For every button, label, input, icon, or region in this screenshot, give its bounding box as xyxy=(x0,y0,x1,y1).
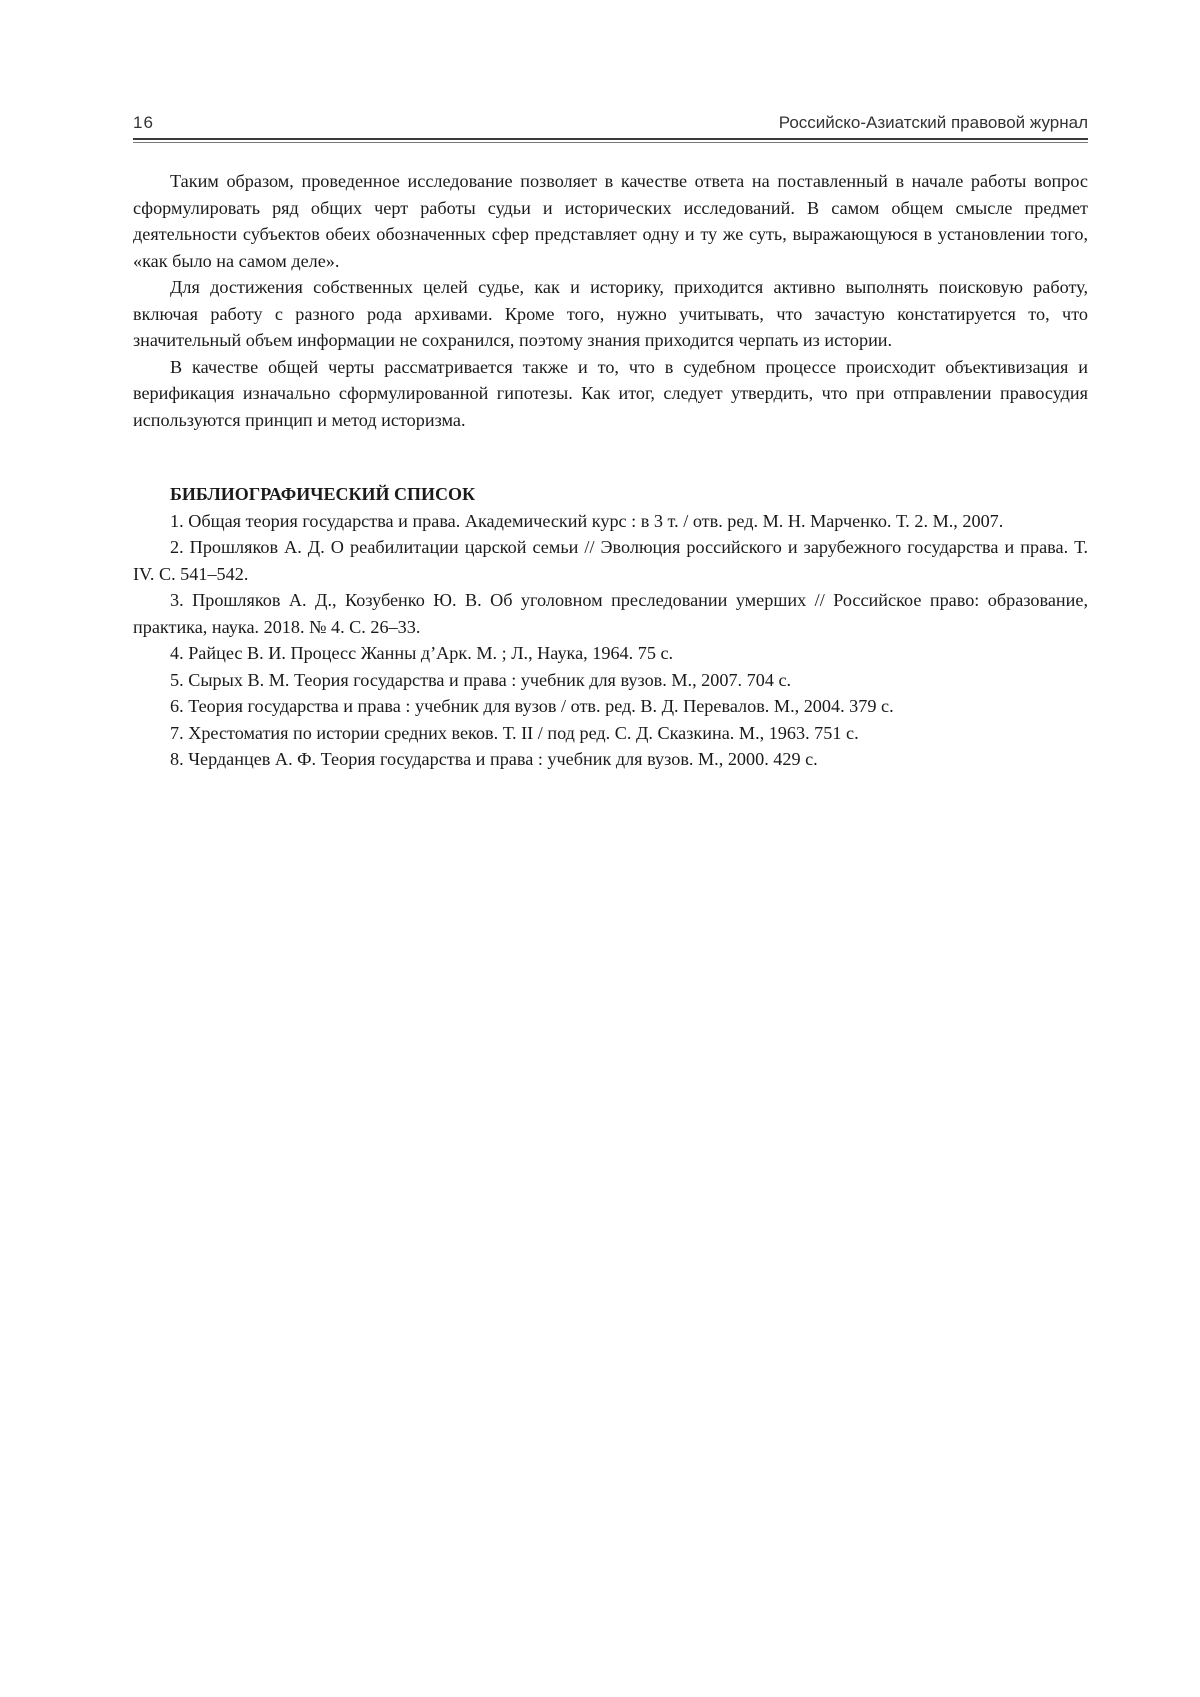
bibliography-item: 2. Прошляков А. Д. О реабилитации царской семьи // Эволюция российского и зарубежного государства и права. Т. IV. С. 541–542. xyxy=(133,537,1088,584)
header-rule-thick xyxy=(133,138,1088,140)
bibliography-item: 4. Райцес В. И. Процесс Жанны д’Арк. М. ; Л., Наука, 1964. 75 с. xyxy=(170,643,674,663)
bibliography-item: 7. Хрестоматия по истории средних веков. Т. II / под ред. С. Д. Сказкина. М., 1963. 751 с. xyxy=(170,722,859,743)
article-body xyxy=(133,168,1088,433)
bibliography-list xyxy=(133,508,1088,773)
body-paragraph: Таким образом, проведенное исследование позволяет в качестве ответа на поставленный в начале работы вопрос сформулировать ряд общих черт работы судьи и исторических исследований. В самом общем смысле предмет деятельности субъектов обеих обозначенных сфер представляет одну и ту же суть, выражающуюся в установлении того, «как было на самом деле». xyxy=(133,171,1088,271)
header-rule-thin xyxy=(133,142,1088,143)
bibliography-heading: БИБЛИОГРАФИЧЕСКИЙ СПИСОК xyxy=(170,484,476,504)
bibliography-item: 1. Общая теория государства и права. Академический курс : в 3 т. / отв. ред. М. Н. Марченко. Т. 2. М., 2007. xyxy=(170,510,1004,531)
running-header xyxy=(133,110,1088,138)
page-number: 16 xyxy=(133,113,154,132)
journal-title: Российско-Азиатский правовой журнал xyxy=(778,113,1088,132)
bibliography-item: 8. Черданцев А. Ф. Теория государства и права : учебник для вузов. М., 2000. 429 с. xyxy=(170,749,818,769)
bibliography-item: 3. Прошляков А. Д., Козубенко Ю. В. Об уголовном преследовании умерших // Российское право: образование, практика, наука. 2018. № 4. С. 26–33. xyxy=(133,590,1088,637)
bibliography-section xyxy=(133,481,1088,773)
body-paragraph: В качестве общей черты рассматривается также и то, что в судебном процессе происходит объективизация и верификация изначально сформулированной гипотезы. Как итог, следует утвердить, что при отправлении правосудия используются принцип и метод историзма. xyxy=(133,356,1088,430)
bibliography-item: 6. Теория государства и права : учебник для вузов / отв. ред. В. Д. Перевалов. М., 2004. 379 с. xyxy=(170,696,894,716)
body-paragraph: Для достижения собственных целей судье, как и историку, приходится активно выполнять поисковую работу, включая работу с разного рода архивами. Кроме того, нужно учитывать, что зачастую констатируется то, что значительный объем информации не сохранился, поэтому знания приходится черпать из истории. xyxy=(133,277,1088,350)
bibliography-item: 5. Сырых В. М. Теория государства и права : учебник для вузов. М., 2007. 704 с. xyxy=(170,669,792,690)
